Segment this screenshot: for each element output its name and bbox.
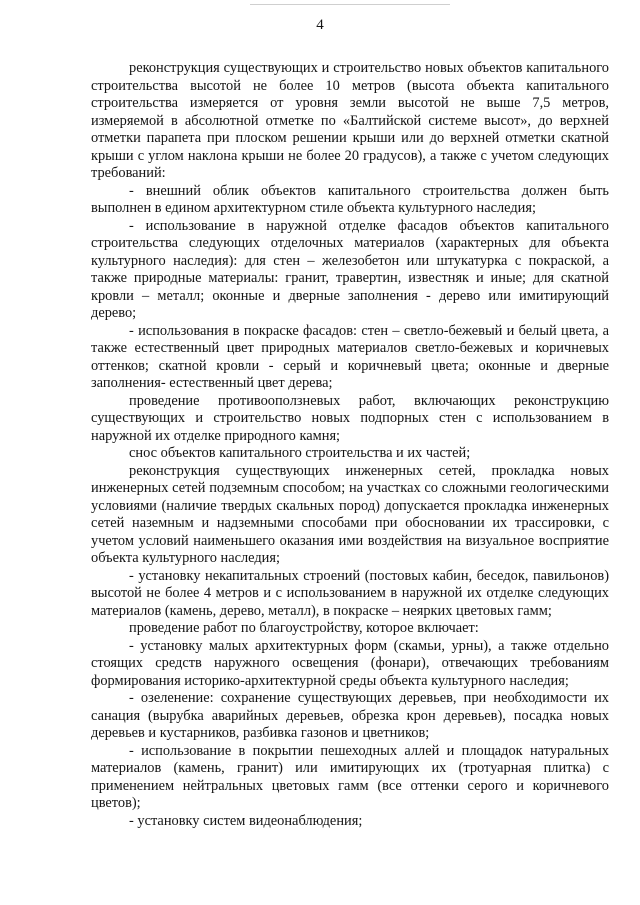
paragraph-greening: - озеленение: сохранение существующих деревьев, при необходимости их санация (вырубка аварийных деревьев, обрезка крон деревьев), посадка новых деревьев и кустарников, разбивка газонов и цветников;: [91, 690, 609, 741]
paragraph-landslide-works: проведение противооползневых работ, включающих реконструкцию существующих и строительство новых подпорных стен с использованием в наружной их отделке природного камня;: [91, 392, 609, 444]
paragraph-landscaping-intro: проведение работ по благоустройству, которое включает:: [129, 620, 479, 636]
paragraph-pavement: - использование в покрытии пешеходных аллей и площадок натуральных материалов (камень, гранит) или имитирующих их (тротуарная плитка) с применением нейтральных цветовых гамм (все оттенки серого и коричневого цветов);: [91, 742, 609, 811]
paragraph-exterior-style: - внешний облик объектов капитального строительства должен быть выполнен в едином архитектурном стиле объекта культурного наследия;: [91, 182, 609, 216]
top-divider: [250, 4, 450, 5]
paragraph-temporary-structures: - установку некапитальных строений (постовых кабин, беседок, павильонов) высотой не более 4 метров и с использованием в наружной их отделке следующих материалов (камень, дерево, металл), в покраске – неярких цветовых гамм;: [91, 567, 609, 619]
paragraph-engineering-networks: реконструкция существующих инженерных сетей, прокладка новых инженерных сетей подземным способом; на участках со сложными геологическими условиями (наличие твердых скальных пород) допускается прокладка инженерных сетей наземным и надземными способами при обосновании их трассировки, с учетом условий наименьшего оказания ими воздействия на визуальное восприятие объекта культурного наследия;: [91, 462, 609, 566]
paragraph-demolition: снос объектов капитального строительства и их частей;: [129, 445, 471, 461]
document-body: [91, 60, 609, 830]
paragraph-video-surveillance: - установку систем видеонаблюдения;: [129, 812, 363, 829]
paragraph-finishing-materials: - использование в наружной отделке фасадов объектов капитального строительства следующих отделочных материалов (характерных для объекта культурного наследия): для стен – железобетон или штукатурка с покраской, а также природные материалы: гранит, травертин, известняк и иные; для скатной кровли – металл; оконные и дверные заполнения - дерево или имитирующий дерево;: [91, 217, 609, 321]
paragraph-reconstruction: реконструкция существующих и строительство новых объектов капитального строительства высотой не более 10 метров (высота объекта капитального строительства измеряется от уровня земли высотой не выше 7,5 метров, измеряемой в абсолютной отметке по «Балтийской системе высот», до верхней отметки парапета при плоском решении крыши или до верхней отметки скатной крыши с углом наклона крыши не более 20 градусов), а также с учетом следующих требований:: [91, 60, 609, 181]
page-number: 4: [316, 17, 324, 33]
paragraph-facade-colors: - использования в покраске фасадов: стен – светло-бежевый и белый цвета, а также естественный цвет природных материалов светло-бежевых и коричневых оттенков; скатной кровли - серый и коричневый цвета; оконные и дверные заполнения- естественный цвет дерева;: [91, 322, 609, 391]
paragraph-small-architectural-forms: - установку малых архитектурных форм (скамьи, урны), а также отдельно стоящих средств наружного освещения (фонари), отвечающих требованиям формирования историко-архитектурной среды объекта культурного наследия;: [91, 637, 609, 689]
